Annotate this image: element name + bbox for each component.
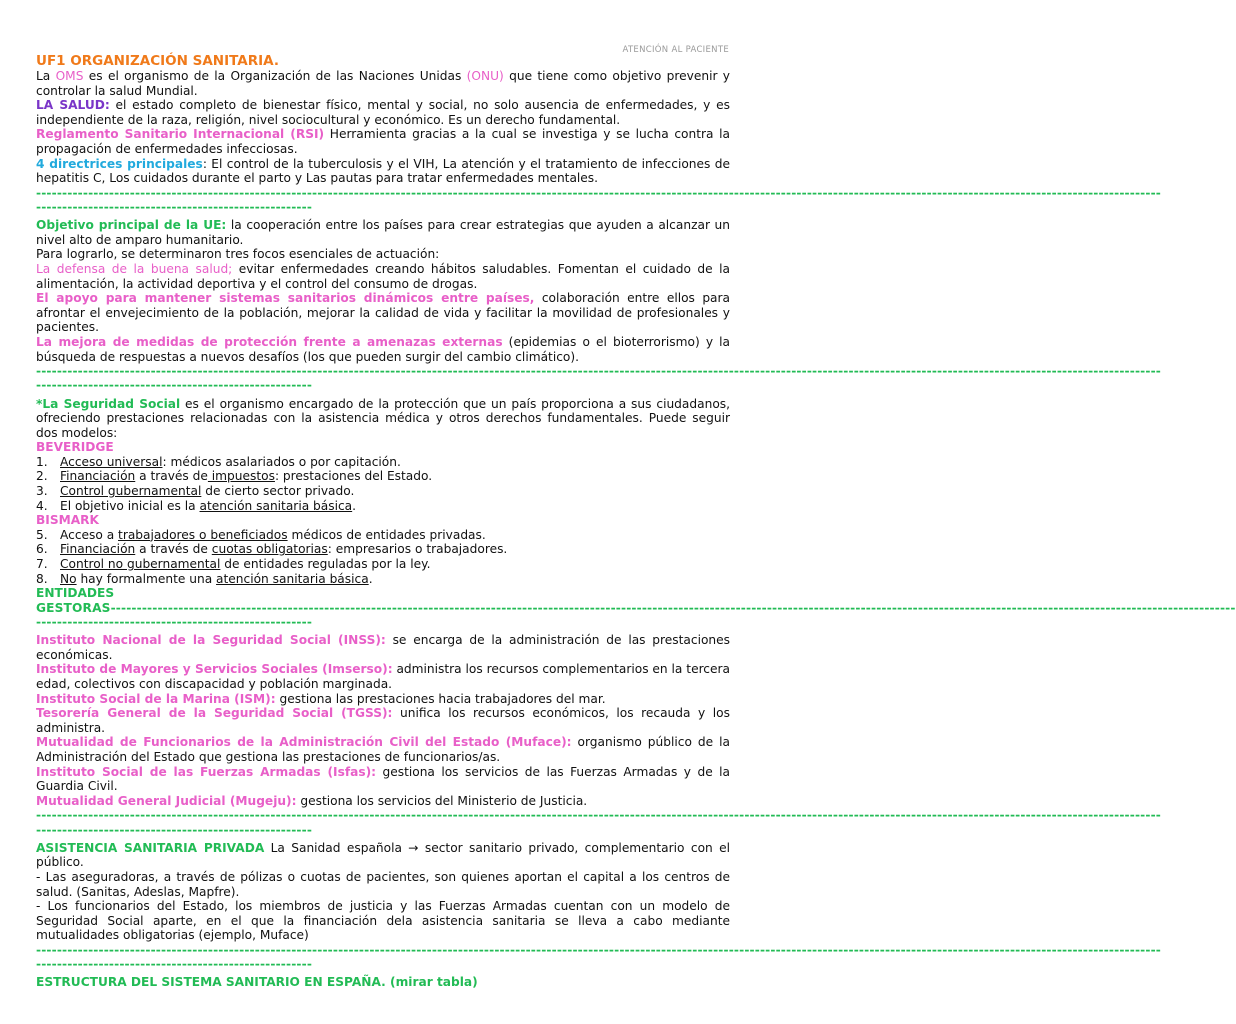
- list-number: 4.: [36, 498, 48, 513]
- separator-line: ------------------------------------------------------------------------------------------------------------------------------------------------------------------------------------------------------------------------: [36, 808, 1161, 823]
- tgss-label: Tesorería General de la Seguridad Social (TGSS):: [36, 706, 393, 721]
- list-number: 7.: [36, 557, 48, 572]
- list-item: [36, 572, 730, 587]
- ism-label: Instituto Social de la Marina (ISM):: [36, 691, 276, 706]
- foco-1-text: evitar enfermedades creando hábitos saludables. Fomentan el cuidado de la alimentación, la actividad deportiva y el control del consumo de drogas.: [36, 261, 730, 291]
- list-key-term: atención sanitaria básica: [199, 498, 353, 513]
- ism-paragraph: [36, 692, 730, 707]
- oms-paragraph: [36, 69, 730, 98]
- foco-3-label: La mejora de medidas de protección frente a amenazas externas: [36, 334, 503, 349]
- foco-1-paragraph: [36, 262, 730, 291]
- tgss-text: unifica los recursos económicos, los recauda y los administra.: [36, 706, 730, 735]
- list-text: a través de: [135, 542, 212, 557]
- list-text: .: [368, 571, 373, 586]
- directrices-label: 4 directrices principales: [36, 156, 203, 171]
- isfas-paragraph: [36, 765, 730, 794]
- list-text: de cierto sector privado.: [201, 484, 355, 499]
- list-key-term: No: [60, 571, 77, 586]
- inss-text: se encarga de la administración de las prestaciones económicas.: [36, 633, 730, 662]
- isfas-text: gestiona los servicios de las Fuerzas Armadas y de la Guardia Civil.: [36, 764, 730, 794]
- list-item: [36, 542, 730, 557]
- muface-text: organismo público de la Administración del Estado que gestiona las prestaciones de funcionarios/as.: [36, 735, 730, 764]
- foco-3-text: (epidemias o el bioterrorismo) y la búsqueda de respuestas a nuevos desafíos (los que pueden surgir del cambio climático).: [36, 334, 730, 364]
- salud-label: LA SALUD:: [36, 98, 110, 113]
- seguridad-social-text: es el organismo encargado de la protección que un país proporciona a sus ciudadanos, ofreciendo prestaciones relacionadas con la asistencia médica y otros derechos fundamentales. Puede seguir dos modelos:: [36, 396, 730, 440]
- ue-label: Objetivo principal de la UE:: [36, 218, 227, 233]
- list-item: [36, 557, 730, 572]
- salud-paragraph: [36, 98, 730, 127]
- imserso-paragraph: [36, 662, 730, 691]
- privada-text: La Sanidad española → sector sanitario privado, complementario con el público.: [36, 840, 730, 870]
- privada-paragraph: [36, 841, 730, 870]
- mugeju-label: Mutualidad General Judicial (Mugeju):: [36, 793, 297, 808]
- foco-2-paragraph: [36, 291, 730, 335]
- list-text: El objetivo inicial es la: [60, 498, 200, 513]
- ism-text: gestiona las prestaciones hacia trabajadores del mar.: [275, 691, 606, 706]
- list-number: 5.: [36, 527, 48, 542]
- list-item: [36, 499, 730, 514]
- gestoras-heading-line: GESTORAS------------------------------------------------------------------------------------------------------------------------------------------------------------------------------------------------------------------------: [36, 600, 1236, 615]
- separator-line: -----------------------------------------------------: [36, 822, 313, 837]
- estructura-heading: ESTRUCTURA DEL SISTEMA SANITARIO EN ESPAÑA. (mirar tabla): [36, 975, 478, 990]
- isfas-label: Instituto Social de las Fuerzas Armadas (Isfas):: [36, 764, 377, 779]
- page-header: ATENCIÓN AL PACIENTE: [622, 45, 729, 55]
- list-key-term: atención sanitaria básica: [216, 571, 369, 586]
- oms-mid: es el organismo de la Organización de las Naciones Unidas: [83, 69, 467, 83]
- separator-line: -----------------------------------------------------: [36, 199, 313, 214]
- entidades-heading: ENTIDADES: [36, 586, 115, 601]
- aseguradoras-paragraph: - Las aseguradoras, a través de pólizas o cuotas de pacientes, son quienes aportan el capital a los centros de salud. (Sanitas, Adeslas, Mapfre).: [36, 869, 730, 899]
- list-key-term: Financiación: [60, 469, 136, 484]
- directrices-text: : El control de la tuberculosis y el VIH, La atención y el tratamiento de infecciones de hepatitis C, Los cuidados durante el parto y Las pautas para tratar enfermedades mentales.: [36, 156, 730, 186]
- seguridad-social-paragraph: [36, 397, 730, 441]
- list-text: Acceso a: [60, 527, 119, 542]
- foco-2-label: El apoyo para mantener sistemas sanitarios dinámicos entre países,: [36, 291, 535, 306]
- rsi-label: Reglamento Sanitario Internacional (RSI): [36, 127, 325, 142]
- ue-text: la cooperación entre los países para crear estrategias que ayuden a alcanzar un nivel alto de amparo humanitario.: [36, 218, 730, 247]
- separator-line: ------------------------------------------------------------------------------------------------------------------------------------------------------------------------------------------------------------------------: [36, 364, 1161, 379]
- bismark-heading: BISMARK: [36, 513, 99, 528]
- list-number: 2.: [36, 469, 48, 484]
- list-key-term: cuotas obligatorias: [211, 542, 328, 557]
- list-text: de entidades reguladas por la ley.: [220, 557, 431, 572]
- onu-term: (ONU): [466, 69, 504, 83]
- list-key-term: trabajadores o beneficiados: [118, 527, 288, 542]
- list-item: [36, 484, 730, 499]
- mugeju-text: gestiona los servicios del Ministerio de Justicia.: [296, 793, 588, 808]
- mugeju-paragraph: [36, 794, 730, 809]
- list-text: a través de: [135, 469, 208, 484]
- oms-pre: La: [36, 69, 56, 83]
- list-key-term: Control no gubernamental: [60, 557, 221, 572]
- list-number: 3.: [36, 484, 48, 499]
- list-text: : prestaciones del Estado.: [274, 469, 433, 484]
- oms-term: OMS: [55, 69, 84, 83]
- foco-3-paragraph: [36, 335, 730, 364]
- list-text: : empresarios o trabajadores.: [327, 542, 508, 557]
- list-number: 1.: [36, 454, 48, 469]
- rsi-text: Herramienta gracias a la cual se investiga y se lucha contra la propagación de enfermedades infecciosas.: [36, 127, 730, 156]
- separator-line: ------------------------------------------------------------------------------------------------------------------------------------------------------------------------------------------------------------------------: [36, 185, 1161, 200]
- separator-line: -----------------------------------------------------: [36, 378, 313, 393]
- rsi-paragraph: [36, 127, 730, 156]
- funcionarios-paragraph: - Los funcionarios del Estado, los miembros de justicia y las Fuerzas Armadas cuentan con un modelo de Seguridad Social aparte, en el que la financiación dela asistencia sanitaria se lleva a cabo mediante mutualidades obligatorias (ejemplo, Muface): [36, 899, 730, 943]
- separator-line: ------------------------------------------------------------------------------------------------------------------------------------------------------------------------------------------------------------------------: [36, 942, 1161, 957]
- ue-paragraph: [36, 218, 730, 247]
- list-number: 8.: [36, 571, 48, 586]
- imserso-text: administra los recursos complementarios en la tercera edad, colectivos con discapacidad y población marginada.: [36, 662, 730, 691]
- list-item: [36, 455, 730, 470]
- separator-line: -----------------------------------------------------: [36, 957, 313, 972]
- list-key-term: impuestos: [207, 469, 275, 484]
- muface-paragraph: [36, 735, 730, 764]
- beveridge-heading: BEVERIDGE: [36, 440, 114, 455]
- seguridad-social-label: *La Seguridad Social: [36, 396, 181, 411]
- salud-text: el estado completo de bienestar físico, mental y social, no solo ausencia de enfermedades, y es independiente de la raza, religión, nivel sociocultural y económico. Es un derecho fundamental.: [36, 98, 730, 127]
- foco-1-label: La defensa de la buena salud;: [36, 261, 233, 276]
- inss-paragraph: [36, 633, 730, 662]
- list-number: 6.: [36, 542, 48, 557]
- list-key-term: Control gubernamental: [60, 484, 202, 499]
- list-text: : médicos asalariados o por capitación.: [162, 454, 401, 469]
- separator-line: -----------------------------------------------------: [36, 615, 313, 630]
- list-text: hay formalmente una: [76, 571, 217, 586]
- muface-label: Mutualidad de Funcionarios de la Administración Civil del Estado (Muface):: [36, 735, 572, 750]
- foco-2-text: colaboración entre ellos para afrontar el envejecimiento de la población, mejorar la calidad de vida y facilitar la movilidad de profesionales y pacientes.: [36, 291, 730, 335]
- tgss-paragraph: [36, 706, 730, 735]
- privada-label: ASISTENCIA SANITARIA PRIVADA: [36, 840, 265, 855]
- list-text: médicos de entidades privadas.: [287, 527, 486, 542]
- list-key-term: Financiación: [60, 542, 136, 557]
- list-key-term: Acceso universal: [60, 454, 163, 469]
- list-item: [36, 528, 730, 543]
- list-text: .: [352, 498, 357, 513]
- oms-post: que tiene como objetivo prevenir y controlar la salud Mundial.: [36, 69, 731, 98]
- imserso-label: Instituto de Mayores y Servicios Sociales (Imserso):: [36, 662, 393, 677]
- inss-label: Instituto Nacional de la Seguridad Social (INSS):: [36, 633, 386, 648]
- directrices-paragraph: [36, 157, 730, 186]
- focos-paragraph: Para lograrlo, se determinaron tres focos esenciales de actuación:: [36, 247, 440, 262]
- list-item: [36, 469, 730, 484]
- document-title: UF1 ORGANIZACIÓN SANITARIA.: [36, 53, 279, 69]
- document-body: [36, 53, 1236, 990]
